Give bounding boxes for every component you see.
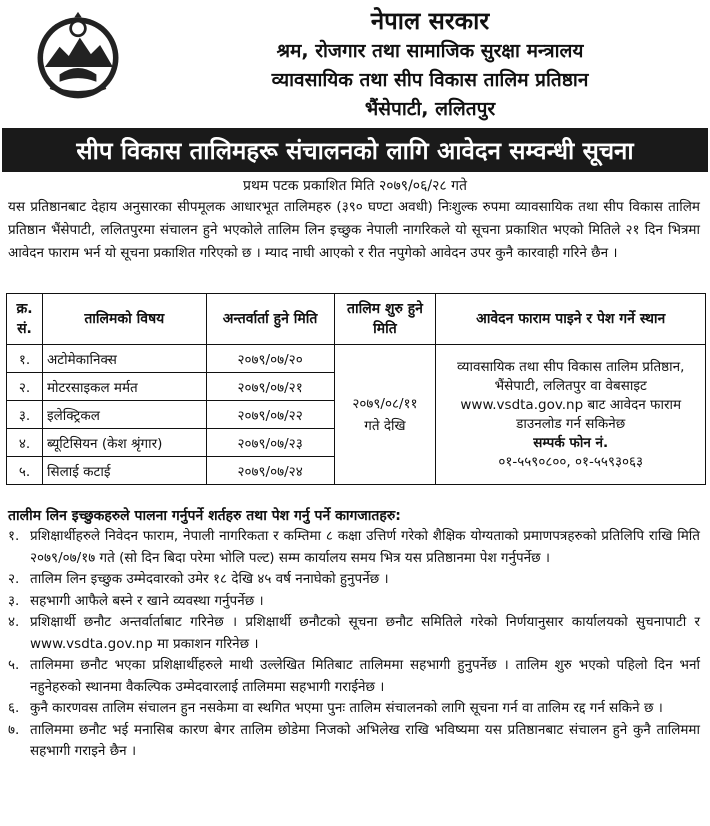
row-sn: ५. [7, 457, 43, 485]
published-date: प्रथम पटक प्रकाशित मिति २०७९/०६/२८ गते [243, 178, 467, 194]
row-subject: मोटरसाइकल मर्मत [42, 373, 206, 401]
contact-numbers: ०१-५५९०८००, ०१-५५९३०६३ [498, 453, 644, 470]
list-item [8, 526, 700, 569]
row-sn: ४. [7, 429, 43, 457]
row-interview-date: २०७९/०७/२३ [206, 429, 334, 457]
list-item [8, 655, 700, 698]
application-place-text: व्यावसायिक तथा सीप विकास तालिम प्रतिष्ठान, भैंसेपाटी, ललितपुर वा वेबसाइट www.vsdta.gov.np बाट आवेदन फाराम डाउनलोड गर्न सकिनेछ [457, 358, 685, 432]
row-interview-date: २०७९/०७/२१ [206, 373, 334, 401]
condition-text: कुनै कारणवस तालिम संचालन हुन नसकेमा वा स्थगित भएमा पुनः तालिम संचालनको लागि सूचना गर्न वा तालिम रद्द गर्न सकिने छ । [30, 700, 663, 716]
row-subject: सिलाई कटाई [42, 457, 206, 485]
condition-number: ५. [8, 657, 20, 673]
row-sn: १. [7, 345, 43, 373]
training-start-cell [334, 345, 436, 485]
condition-text: तालिममा छनौट भएका प्रशिक्षार्थीहरुले माथी उल्लेखित मितिबाट तालिममा सहभागी हुनुपर्नेछ । तालिम शुरु भएको पहिलो दिन भर्ना नहुनेहरुको स्थानमा वैकल्पिक उम्मेदवारलाई तालिममा सहभागी गराईनेछ । [30, 657, 700, 695]
header-government: नेपाल सरकार [370, 7, 490, 35]
row-subject: इलेक्ट्रिकल [42, 401, 206, 429]
condition-text: सहभागी आफैले बस्ने र खाने व्यवस्था गर्नुपर्नेछ । [30, 592, 264, 609]
intro-paragraph: यस प्रतिष्ठानबाट देहाय अनुसारका सीपमूलक आधारभूत तालिमहरु (३९० घण्टा अवधी) निःशुल्क रुपमा व्यावसायिक तथा सीप विकास तालिम प्रतिष्ठान भैंसेपाटी, ललितपुरमा संचालन हुने भएकोले तालिम लिन इच्छुक नेपाली नागरिकले यो सूचना प्रकाशित भएको मितिले २१ दिन भित्रमा आवेदन फाराम भर्न यो सूचना प्रकाशित गरिएको छ । म्याद नाघी आएको र रीत नपुगेको आवेदन उपर कुनै कारवाही गरिने छैन । [8, 199, 700, 261]
conditions-title: तालीम लिन इच्छुकहरुले पालना गर्नुपर्ने शर्तहरु तथा पेश गर्नु पर्ने कागजातहरु: [8, 508, 401, 524]
row-interview-date: २०७९/०७/२० [206, 345, 334, 373]
training-start-date: २०७९/०८/११ [352, 395, 418, 412]
column-header-application-place: आवेदन फाराम पाइने र पेश गर्ने स्थान [436, 294, 706, 345]
list-item [8, 591, 700, 613]
contact-label: सम्पर्क फोन नं. [533, 434, 609, 451]
row-subject: ब्यूटिसियन (केश श्रृंगार) [42, 429, 206, 457]
header-location: भैंसेपाटी, ललितपुर [364, 98, 496, 120]
table-header-row [7, 294, 706, 345]
training-schedule-table [6, 293, 706, 485]
list-item [8, 569, 700, 591]
row-sn: २. [7, 373, 43, 401]
column-header-interview-date: अन्तर्वार्ता हुने मिति [206, 294, 334, 345]
condition-number: ७. [8, 721, 20, 738]
row-interview-date: २०७९/०७/२४ [206, 457, 334, 485]
condition-text: तालिममा छनौट भई मनासिब कारण बेगर तालिम छोडेमा निजको अभिलेख राखि भविष्यमा यस प्रतिष्ठानबाट संचालन हुने कुनै तालिममा सहभागी गराइने छैन । [30, 721, 700, 759]
nepal-government-emblem-icon [32, 10, 124, 102]
notice-title-banner: सीप विकास तालिमहरू संचालनको लागि आवेदन सम्वन्धी सूचना [2, 128, 708, 172]
condition-number: ६. [8, 700, 20, 716]
condition-number: १. [8, 528, 20, 544]
training-start-suffix: गते देखि [364, 417, 406, 434]
column-header-sn: क्र. सं. [7, 294, 43, 345]
conditions-list [8, 526, 700, 763]
condition-text: प्रशिक्षार्थीहरुले निवेदन फाराम, नेपाली नागरिकता र कम्तिमा ८ कक्षा उत्तिर्ण गरेको शैक्षिक योग्यताको प्रमाणपत्रहरुको प्रतिलिपि राखि मिति २०७९/०७/१७ गते (सो दिन बिदा परेमा भोलि पल्ट) सम्म कार्यालय समय भित्र यस प्रतिष्ठानमा पेश गर्नुपर्नेछ । [30, 528, 700, 566]
table-row [7, 345, 706, 373]
column-header-start-date: तालिम शुरु हुने मिति [334, 294, 436, 345]
list-item [8, 698, 700, 720]
row-interview-date: २०७९/०७/२२ [206, 401, 334, 429]
condition-text: प्रशिक्षार्थी छनौट अन्तर्वार्ताबाट गरिनेछ । प्रशिक्षार्थी छनौटको सूचना छनौट समितिले गरेको निर्णयानुसार कार्यालयको सुचनापाटी र www.vsdta.gov.np मा प्रकाशन गरिनेछ । [30, 614, 700, 652]
header-ministry: श्रम, रोजगार तथा सामाजिक सुरक्षा मन्त्रालय [276, 40, 584, 62]
list-item [8, 720, 700, 763]
row-subject: अटोमेकानिक्स [42, 345, 206, 373]
header-institute: व्यावसायिक तथा सीप विकास तालिम प्रतिष्ठान [271, 69, 589, 91]
column-header-subject: तालिमको विषय [42, 294, 206, 345]
condition-number: २. [8, 571, 20, 587]
condition-number: ४. [8, 614, 20, 630]
application-place-cell [436, 345, 706, 485]
condition-text: तालिम लिन इच्छुक उम्मेदवारको उमेर १८ देखि ४५ वर्ष ननाघेको हुनुपर्नेछ । [30, 571, 389, 587]
list-item [8, 612, 700, 655]
condition-number: ३. [8, 592, 20, 609]
row-sn: ३. [7, 401, 43, 429]
